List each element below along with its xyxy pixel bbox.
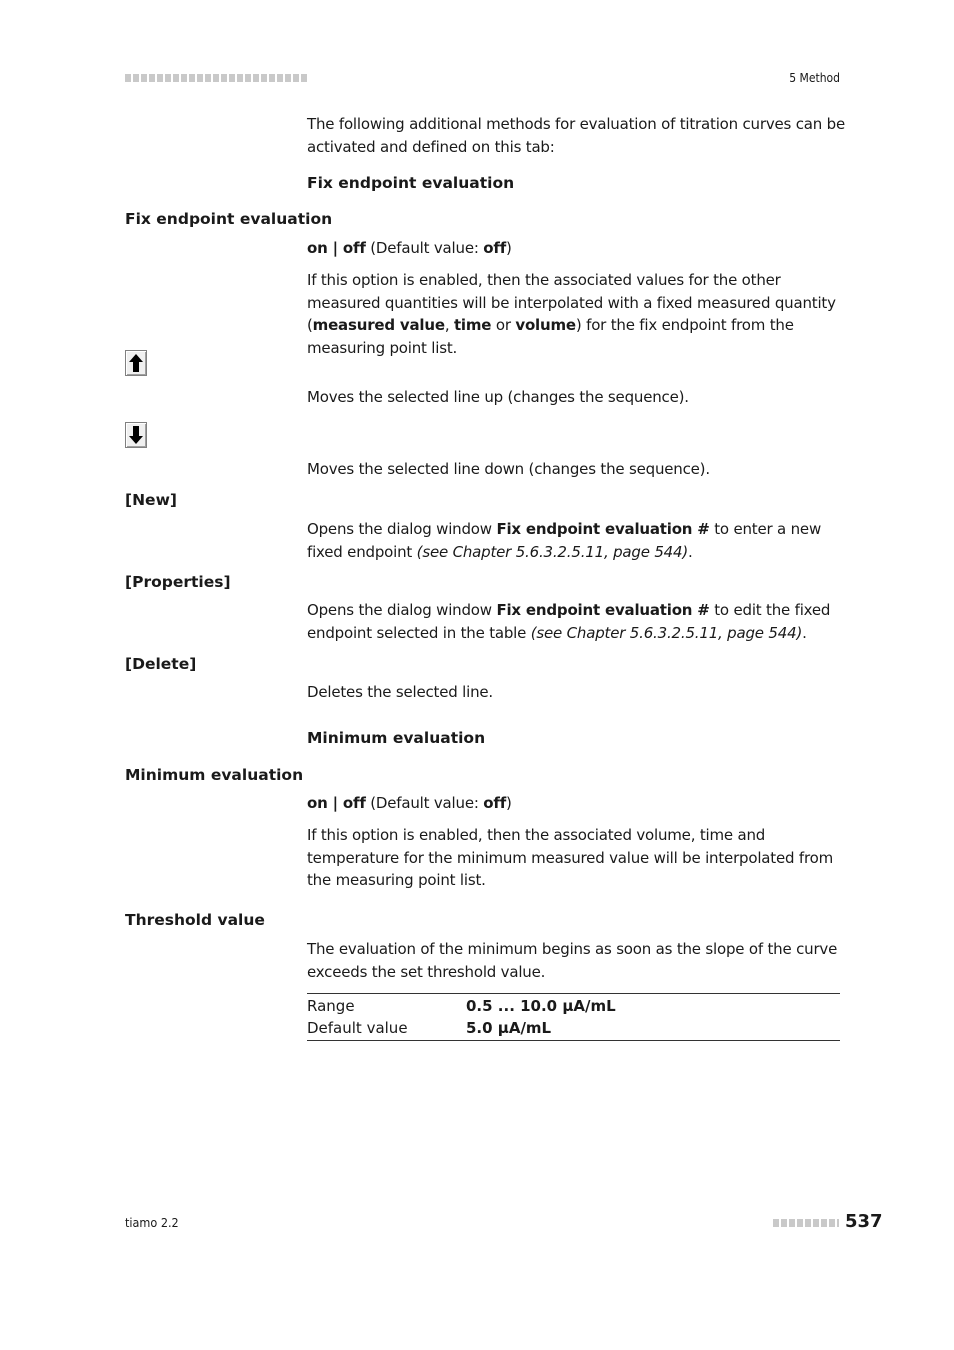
- move-down-description: Moves the selected line down (changes the sequence).: [307, 460, 710, 478]
- move-up-description: Moves the selected line up (changes the sequence).: [307, 388, 689, 406]
- delete-button-label[interactable]: [Delete]: [125, 655, 197, 673]
- properties-button-label[interactable]: [Properties]: [125, 573, 231, 591]
- param-label-minimum: Minimum evaluation: [125, 766, 304, 784]
- default-prefix: (Default value:: [365, 239, 484, 257]
- table-row: [307, 1017, 840, 1039]
- desc-text: to edit the fixed endpoint selected in the table: [307, 601, 831, 642]
- desc-text: Opens the dialog window: [307, 601, 497, 619]
- default-key: Default value: [307, 1019, 408, 1037]
- new-button-description: [307, 518, 847, 563]
- param-label-threshold: Threshold value: [125, 911, 265, 929]
- table-row: [307, 995, 840, 1017]
- desc-bold-time: time: [453, 316, 492, 334]
- default-suffix: ): [506, 794, 512, 812]
- default-value: off: [483, 239, 507, 257]
- new-button-label[interactable]: [New]: [125, 491, 177, 509]
- chapter-reference-link[interactable]: (see Chapter 5.6.3.2.5.11, page 544): [416, 542, 688, 561]
- intro-paragraph: The following additional methods for evaluation of titration curves can be activated and defined on this tab:: [307, 115, 845, 156]
- value-off: off: [342, 794, 366, 812]
- desc-text: to enter a new fixed endpoint: [307, 520, 822, 561]
- desc-text: .: [802, 623, 807, 642]
- fix-endpoint-values: [307, 237, 847, 260]
- arrow-down-icon[interactable]: [125, 422, 147, 448]
- desc-text: Opens the dialog window: [307, 520, 497, 538]
- value-off: off: [342, 239, 366, 257]
- threshold-description: The evaluation of the minimum begins as soon as the slope of the curve exceeds the set threshold value.: [307, 940, 838, 981]
- fix-endpoint-description: [307, 269, 847, 359]
- footer-product: tiamo 2.2: [125, 1215, 179, 1230]
- desc-text: .: [688, 542, 693, 561]
- desc-text: ) for the fix endpoint from the measuring point list.: [307, 316, 794, 357]
- default-suffix: ): [506, 239, 512, 257]
- running-header: 5 Method: [789, 71, 840, 85]
- footer-decoration: [773, 1219, 839, 1227]
- properties-button-description: [307, 599, 847, 644]
- desc-bold-volume: volume: [515, 316, 576, 334]
- range-key: Range: [307, 997, 355, 1015]
- arrow-up-icon[interactable]: [125, 350, 147, 376]
- chapter-reference-link[interactable]: (see Chapter 5.6.3.2.5.11, page 544): [530, 623, 803, 642]
- param-label-fix-endpoint: Fix endpoint evaluation: [125, 210, 333, 228]
- default-value: off: [483, 794, 507, 812]
- value-on: on: [307, 239, 328, 257]
- range-value: 0.5 ... 10.0 µA/mL: [466, 997, 616, 1015]
- desc-text: or: [491, 316, 516, 334]
- section-title-minimum: Minimum evaluation: [307, 729, 486, 747]
- desc-bold-measured-value: measured value: [312, 316, 445, 334]
- page-number: 537: [845, 1211, 883, 1232]
- value-on: on: [307, 794, 328, 812]
- dialog-name: Fix endpoint evaluation #: [496, 520, 710, 538]
- value-separator: |: [327, 794, 343, 812]
- dialog-name: Fix endpoint evaluation #: [496, 601, 710, 619]
- section-title-fix-endpoint: Fix endpoint evaluation: [307, 174, 515, 192]
- minimum-values: [307, 792, 847, 815]
- minimum-description: If this option is enabled, then the associated volume, time and temperature for the minimum measured value will be interpolated from the measuring point list.: [307, 826, 834, 889]
- value-separator: |: [327, 239, 343, 257]
- threshold-parameter-table: [307, 993, 840, 1041]
- default-value-cell: 5.0 µA/mL: [466, 1019, 552, 1037]
- delete-button-description: Deletes the selected line.: [307, 683, 493, 701]
- default-prefix: (Default value:: [365, 794, 484, 812]
- desc-text: ,: [444, 316, 454, 334]
- desc-text: If this option is enabled, then the associated values for the other measured quantities will be interpolated with a fixed measured quantity (: [307, 271, 836, 334]
- header-decoration: [125, 74, 307, 82]
